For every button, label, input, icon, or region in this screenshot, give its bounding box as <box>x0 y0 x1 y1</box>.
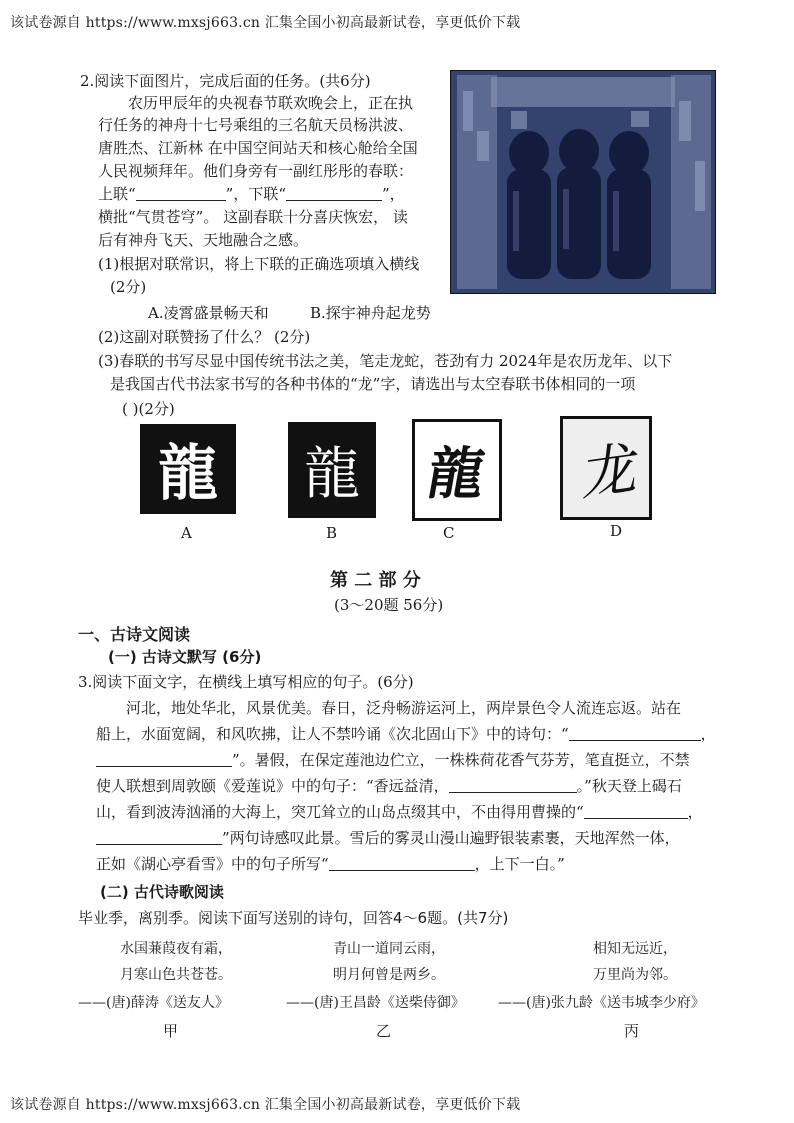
q2-para-line: 唐胜杰、江新林 在中国空间站天和核心舱给全国 <box>98 139 418 157</box>
q2-para-line: 横批“气贯苍穹”。 这副春联十分喜庆恢宏， 读 <box>98 208 408 226</box>
dragon-calligraphy-a: 龍 <box>140 424 236 514</box>
q2-sub1-score: (2分) <box>110 278 147 296</box>
poem-blank-5[interactable] <box>96 828 222 845</box>
section1b-title: (二) 古代诗歌阅读 <box>100 883 224 901</box>
section1a-title: (一) 古诗文默写 (6分) <box>108 648 262 666</box>
q2-sub3-line2: 是我国古代书法家书写的各种书体的“龙”字，请选出与太空春联书体相同的一项 <box>110 375 636 393</box>
poem-blank-4[interactable] <box>584 802 688 819</box>
poem-blank-2[interactable] <box>96 750 232 767</box>
upper-couplet-label: 上联“ <box>98 185 136 203</box>
q2-para-line: 行任务的神舟十七号乘组的三名航天员杨洪波、 <box>98 116 414 134</box>
option-b: B.探宇神舟起龙势 <box>310 304 431 322</box>
dragon-calligraphy-b: 龍 <box>288 422 376 518</box>
lower-couplet-label: ”，下联“ <box>225 185 287 203</box>
q3-line: 河北，地处华北，风景优美。春日，泛舟畅游运河上，两岸景色令人流连忘返。站在 <box>126 699 682 717</box>
q2-title: 2.阅读下面图片，完成后面的任务。(共6分) <box>80 72 371 90</box>
section1-title: 一、古诗文阅读 <box>78 625 191 644</box>
option-a: A.凌霄盛景畅天和 <box>148 304 269 322</box>
poem-blank-3[interactable] <box>449 776 577 793</box>
dragon-calligraphy-c: 龍 <box>412 419 502 521</box>
poem-yi-line1: 青山一道同云雨， <box>333 941 445 957</box>
poem-yi-line2: 明月何曾是两乡。 <box>333 967 445 983</box>
couplet-blanks-line: 上联“ ”，下联“ ”， <box>98 185 405 203</box>
lower-couplet-blank[interactable] <box>286 184 382 201</box>
astronaut-photo <box>450 70 716 294</box>
q3-line: 船上，水面宽阔，和风吹拂，让人不禁吟诵《次北固山下》中的诗句：“ ， <box>96 725 716 743</box>
choice-label-c: C <box>443 524 455 542</box>
part2-subtitle: (3～20题 56分) <box>334 596 444 614</box>
choice-label-d: D <box>610 522 623 540</box>
poem-jia-line2: 月寒山色共苍苍。 <box>120 967 232 983</box>
dragon-calligraphy-d: 龙 <box>560 416 652 520</box>
q3-line: ”两句诗感叹此景。雪后的雾灵山漫山遍野银装素裹，天地浑然一体， <box>96 827 680 849</box>
poem-bing-label: 丙 <box>624 1022 640 1040</box>
astronaut-photo-graphic <box>451 71 715 293</box>
source-footer: 该试卷源自 https://www.mxsj663.cn 汇集全国小初高最新试卷，享更低价下载 <box>10 1097 521 1113</box>
q3-line: 山，看到波涛汹涌的大海上，突兀耸立的山岛点缀其中，不由得用曹操的“ ， <box>96 803 703 821</box>
q3-line: 正如《湖心亭看雪》中的句子所写“ ，上下一白。” <box>96 855 565 873</box>
choice-label-a: A <box>181 524 192 542</box>
poem-blank-1[interactable] <box>569 724 701 741</box>
q2-para-line: 后有神舟飞天、天地融合之感。 <box>98 231 309 249</box>
q2-para-line: 农历甲辰年的央视春节联欢晚会上，正在执 <box>128 94 414 112</box>
poem-jia-author: ——(唐)薛涛《送友人》 <box>78 995 229 1011</box>
poem-bing-author: ——(唐)张九龄《送韦城李少府》 <box>498 995 705 1011</box>
q2-sub1: (1)根据对联常识，将上下联的正确选项填入横线 <box>98 255 420 273</box>
poem-blank-6[interactable] <box>329 854 475 871</box>
choice-label-b: B <box>326 524 338 542</box>
q2-sub3-line1: (3)春联的书写尽显中国传统书法之美，笔走龙蛇，苍劲有力 2024年是农历龙年、以下 <box>98 352 673 370</box>
q3-line: 使人联想到周敦颐《爱莲说》中的句子：“香远益清， 。”秋天登上碣石 <box>96 777 682 795</box>
q2-sub3-answer: ( )(2分) <box>122 400 175 418</box>
source-header: 该试卷源自 https://www.mxsj663.cn 汇集全国小初高最新试卷，享更低价下载 <box>10 15 521 31</box>
poem-yi-label: 乙 <box>376 1022 392 1040</box>
poem-jia-label: 甲 <box>163 1022 179 1040</box>
poem-bing-line2: 万里尚为邻。 <box>593 967 677 983</box>
q3-title: 3.阅读下面文字，在横线上填写相应的句子。(6分) <box>78 673 414 691</box>
upper-couplet-blank[interactable] <box>136 184 226 201</box>
q2-para-line: 人民视频拜年。他们身旁有一副红彤彤的春联： <box>98 162 414 180</box>
poem-yi-author: ——(唐)王昌龄《送柴侍御》 <box>286 995 465 1011</box>
q3-line: ”。暑假，在保定莲池边伫立，一株株荷花香气芬芳，笔直挺立，不禁 <box>96 749 690 771</box>
poem-jia-line1: 水国蒹葭夜有霜， <box>120 941 232 957</box>
poem-bing-line1: 相知无远近， <box>593 941 677 957</box>
q2-sub2: (2)这副对联赞扬了什么？ (2分) <box>98 328 311 346</box>
part2-title: 第 二 部 分 <box>330 570 421 591</box>
q4-6-intro: 毕业季，离别季。阅读下面写送别的诗句，回答4～6题。(共7分) <box>78 909 509 927</box>
